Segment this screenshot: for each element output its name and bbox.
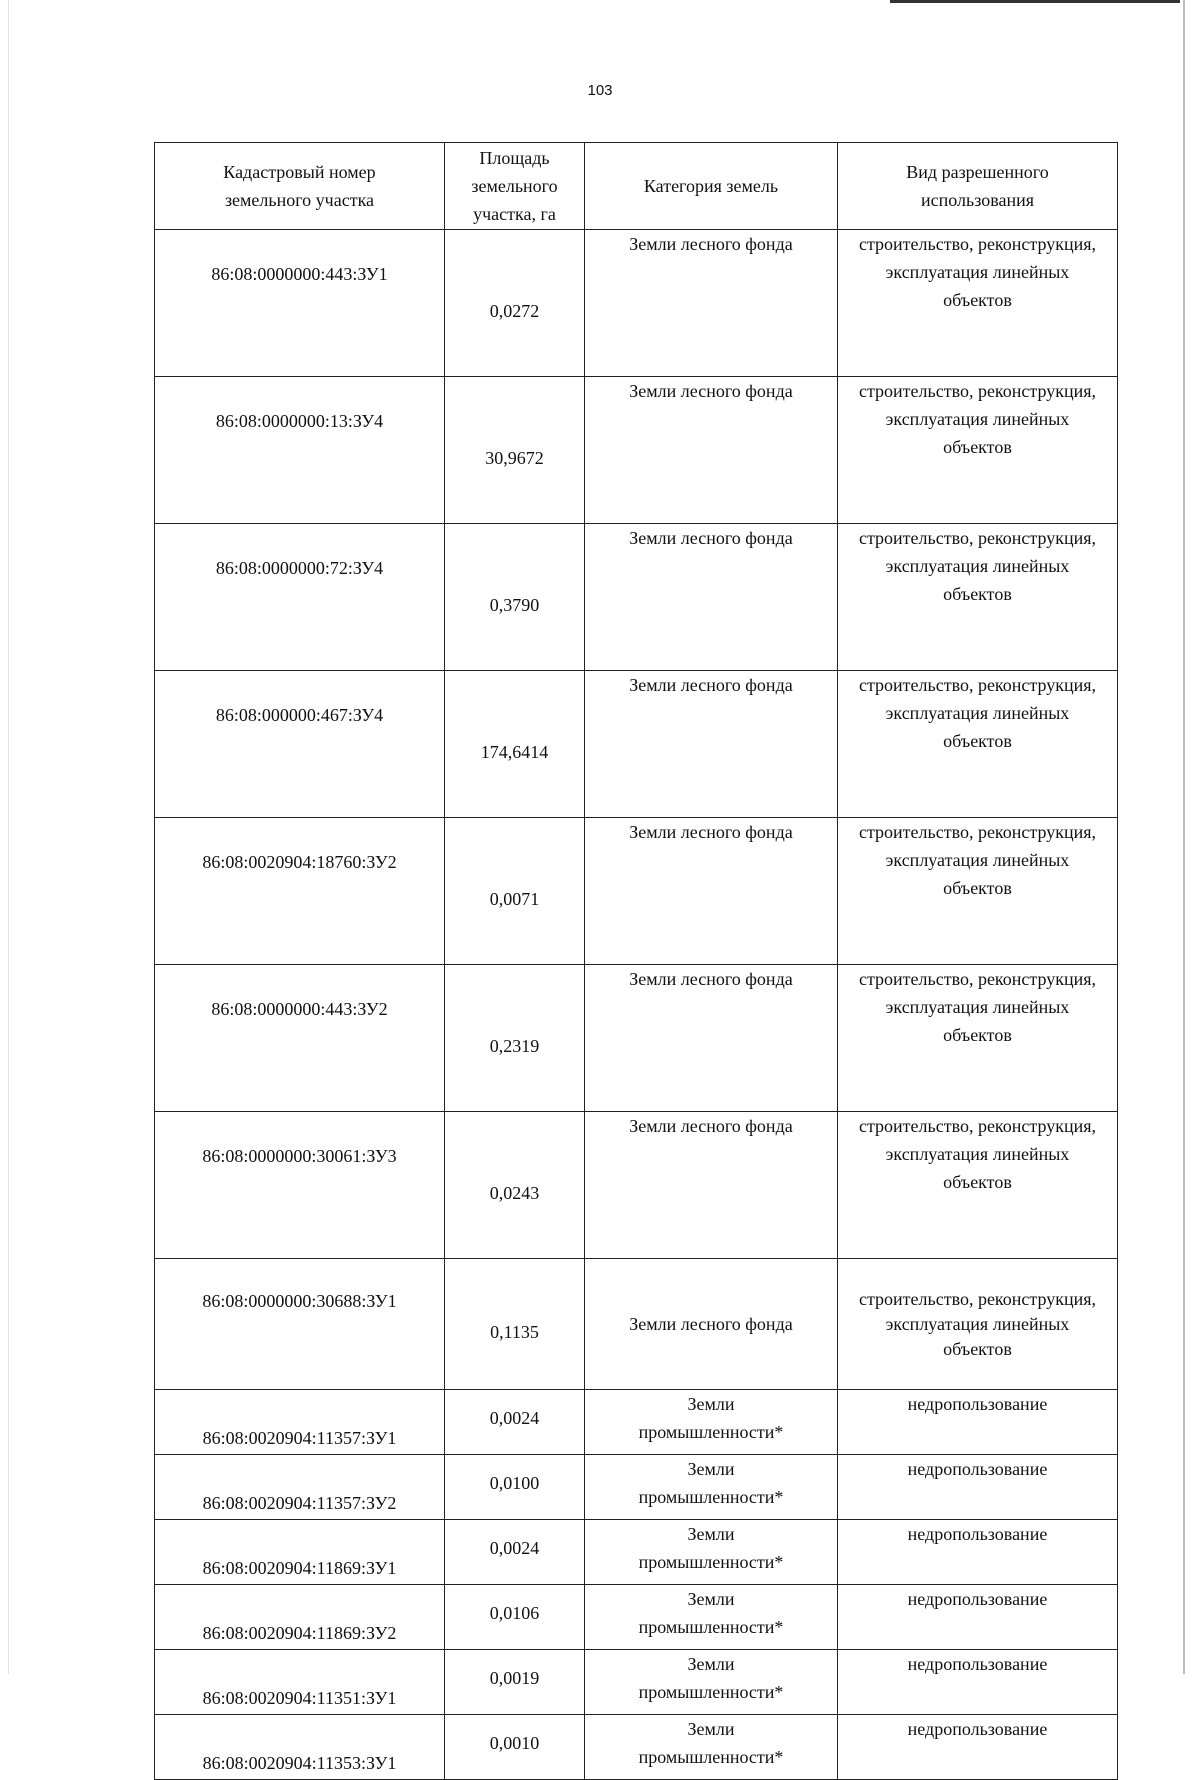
table-row (155, 377, 1118, 524)
land-category-cell: Земли промышленности* (585, 1455, 838, 1520)
area-cell: 0,3790 (445, 524, 585, 671)
permitted-use-cell: строительство, реконструкция, эксплуатация линейных объектов (838, 818, 1118, 965)
area-cell: 0,2319 (445, 965, 585, 1112)
table-row (155, 1520, 1118, 1585)
cadastral-number-cell: 86:08:0000000:443:ЗУ2 (155, 965, 445, 1112)
scan-edge-left (8, 0, 9, 1674)
header-area: Площадь земельного участка, га (445, 143, 585, 230)
area-cell: 0,0272 (445, 230, 585, 377)
permitted-use-cell: строительство, реконструкция, эксплуатация линейных объектов (838, 965, 1118, 1112)
land-category-cell: Земли лесного фонда (585, 965, 838, 1112)
permitted-use-cell: недропользование (838, 1390, 1118, 1455)
area-cell: 30,9672 (445, 377, 585, 524)
page-number: 103 (587, 82, 613, 99)
table-row (155, 1455, 1118, 1520)
land-category-cell: Земли лесного фонда (585, 524, 838, 671)
land-category-cell: Земли промышленности* (585, 1715, 838, 1780)
cadastral-number-cell: 86:08:0020904:11351:ЗУ1 (155, 1650, 445, 1715)
table-row (155, 671, 1118, 818)
table-row (155, 1390, 1118, 1455)
land-category-cell: Земли лесного фонда (585, 818, 838, 965)
land-category-cell: Земли лесного фонда (585, 1259, 838, 1390)
permitted-use-cell: строительство, реконструкция, эксплуатация линейных объектов (838, 377, 1118, 524)
table-row (155, 1715, 1118, 1780)
area-cell: 0,0024 (445, 1390, 585, 1455)
land-category-cell: Земли лесного фонда (585, 377, 838, 524)
cadastral-number-cell: 86:08:0020904:11869:ЗУ1 (155, 1520, 445, 1585)
top-rule (890, 0, 1180, 3)
cadastral-number-cell: 86:08:000000:467:ЗУ4 (155, 671, 445, 818)
permitted-use-cell: недропользование (838, 1585, 1118, 1650)
table-header-row (155, 143, 1118, 230)
table-row (155, 818, 1118, 965)
area-cell: 0,0243 (445, 1112, 585, 1259)
land-category-cell: Земли промышленности* (585, 1520, 838, 1585)
land-category-cell: Земли промышленности* (585, 1585, 838, 1650)
table-body (155, 230, 1118, 1780)
land-category-cell: Земли лесного фонда (585, 671, 838, 818)
header-permitted-use: Вид разрешенного использования (838, 143, 1118, 230)
scan-edge-right (1183, 0, 1185, 1674)
area-cell: 0,1135 (445, 1259, 585, 1390)
area-cell: 0,0019 (445, 1650, 585, 1715)
permitted-use-cell: недропользование (838, 1455, 1118, 1520)
land-category-cell: Земли промышленности* (585, 1650, 838, 1715)
area-cell: 0,0106 (445, 1585, 585, 1650)
table-row (155, 524, 1118, 671)
land-category-cell: Земли промышленности* (585, 1390, 838, 1455)
area-cell: 0,0024 (445, 1520, 585, 1585)
cadastral-number-cell: 86:08:0000000:13:ЗУ4 (155, 377, 445, 524)
cadastral-number-cell: 86:08:0020904:11357:ЗУ2 (155, 1455, 445, 1520)
permitted-use-cell: строительство, реконструкция, эксплуатация линейных объектов (838, 524, 1118, 671)
table-row (155, 965, 1118, 1112)
area-cell: 0,0010 (445, 1715, 585, 1780)
cadastral-number-cell: 86:08:0020904:11353:ЗУ1 (155, 1715, 445, 1780)
permitted-use-cell: строительство, реконструкция, эксплуатация линейных объектов (838, 230, 1118, 377)
cadastral-number-cell: 86:08:0000000:30061:ЗУ3 (155, 1112, 445, 1259)
cadastral-number-cell: 86:08:0000000:72:ЗУ4 (155, 524, 445, 671)
land-category-cell: Земли лесного фонда (585, 1112, 838, 1259)
permitted-use-cell: недропользование (838, 1520, 1118, 1585)
table-row (155, 1112, 1118, 1259)
header-land-category: Категория земель (585, 143, 838, 230)
cadastral-number-cell: 86:08:0000000:443:ЗУ1 (155, 230, 445, 377)
permitted-use-cell: строительство, реконструкция, эксплуатация линейных объектов (838, 1112, 1118, 1259)
parcels-table (154, 142, 1118, 1780)
table-row (155, 1650, 1118, 1715)
cadastral-number-cell: 86:08:0020904:18760:ЗУ2 (155, 818, 445, 965)
area-cell: 174,6414 (445, 671, 585, 818)
area-cell: 0,0071 (445, 818, 585, 965)
table-row (155, 1259, 1118, 1390)
area-cell: 0,0100 (445, 1455, 585, 1520)
land-category-cell: Земли лесного фонда (585, 230, 838, 377)
permitted-use-cell: строительство, реконструкция, эксплуатация линейных объектов (838, 671, 1118, 818)
cadastral-number-cell: 86:08:0020904:11357:ЗУ1 (155, 1390, 445, 1455)
header-cadastral-number: Кадастровый номер земельного участка (155, 143, 445, 230)
permitted-use-cell: строительство, реконструкция, эксплуатация линейных объектов (838, 1259, 1118, 1390)
permitted-use-cell: недропользование (838, 1650, 1118, 1715)
cadastral-number-cell: 86:08:0000000:30688:ЗУ1 (155, 1259, 445, 1390)
table-row (155, 1585, 1118, 1650)
cadastral-number-cell: 86:08:0020904:11869:ЗУ2 (155, 1585, 445, 1650)
table-row (155, 230, 1118, 377)
permitted-use-cell: недропользование (838, 1715, 1118, 1780)
